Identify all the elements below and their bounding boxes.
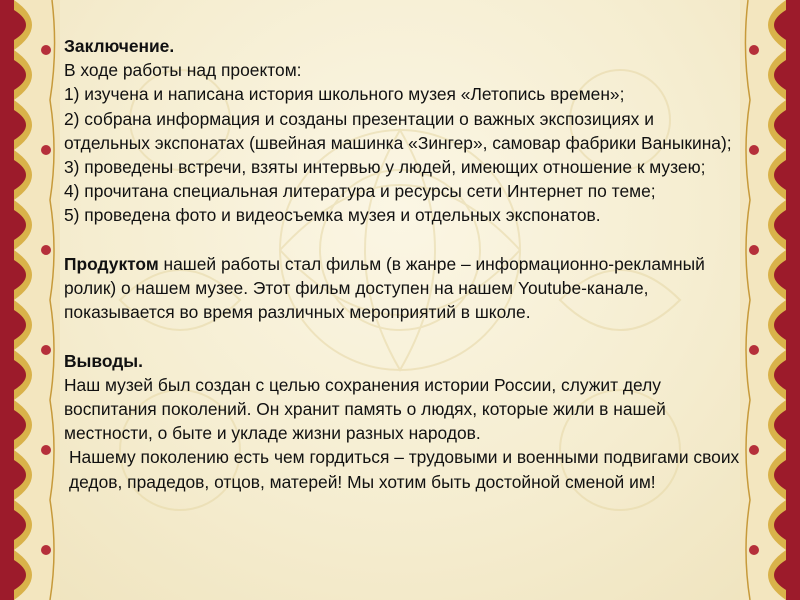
findings-heading: Выводы. [64,350,143,371]
product-bold-lead: Продуктом [64,253,159,274]
product-paragraph [64,252,744,325]
conclusion-intro: В ходе работы над проектом: [64,60,302,81]
conclusion-item-2: 2) собрана информация и созданы презентации о важных экспозициях и отдельных экспонатах (швейная машинка «Зингер», самовар фабрики Ваныкина); [64,108,732,153]
findings-paragraph-1: Наш музей был создан с целью сохранения истории России, служит делу воспитания поколений. Он хранит память о людях, которые жили в нашей местности, о быте и укладе жизни разных народов. [64,374,666,444]
findings-paragraph-2: Нашему поколению есть чем гордиться – трудовыми и военными подвигами своих дедов, прадедов, отцов, матерей! Мы хотим быть достойной сменой им! [69,447,740,492]
conclusion-item-4: 4) прочитана специальная литература и ресурсы сети Интернет по теме; [64,181,656,202]
conclusion-item-1: 1) изучена и написана история школьного музея «Летопись времен»; [64,84,625,105]
conclusion-item-5: 5) проведена фото и видеосъемка музея и отдельных экспонатов. [64,205,601,226]
spacer [64,324,744,348]
conclusion-heading: Заключение. [64,36,175,56]
left-ornament-border [0,0,60,600]
right-ornament-border [740,0,800,600]
conclusion-item-3: 3) проведены встречи, взяты интервью у людей, имеющих отношение к музею; [64,157,706,178]
slide-text [64,34,744,494]
product-text: нашей работы стал фильм (в жанре – информационно-рекламный ролик) о нашем музее. Этот фильм доступен на нашем Youtube-канале, показывается во время различных мероприятий в школе. [64,253,705,323]
spacer [64,228,744,252]
